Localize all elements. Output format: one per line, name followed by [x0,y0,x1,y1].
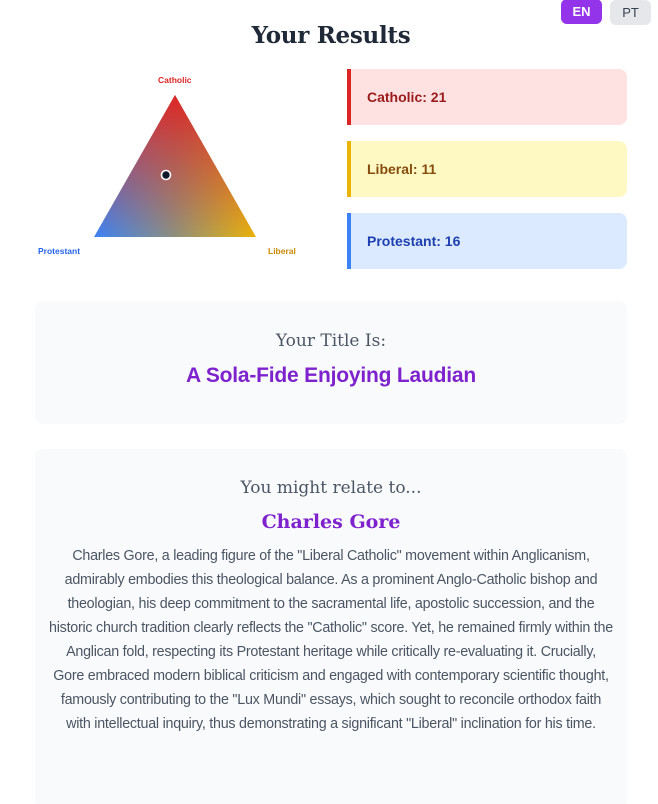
title-panel [35,301,627,424]
language-en-button[interactable]: EN [561,0,602,24]
title-value: A Sola-Fide Enjoying Laudian [186,364,476,387]
axis-label-protestant: Protestant [38,246,81,256]
relate-figure-name: Charles Gore [261,511,401,533]
axis-label-liberal: Liberal [268,246,296,256]
score-list [347,69,627,285]
axis-label-catholic: Catholic [158,75,192,85]
ternary-triangle [30,70,310,270]
score-card-protestant: Protestant: 16 [347,213,627,269]
page-title: Your Results [251,22,411,49]
language-pt-button[interactable]: PT [610,0,651,25]
result-point-marker [162,171,171,180]
relate-label: You might relate to... [240,478,422,498]
score-card-liberal: Liberal: 11 [347,141,627,197]
ternary-chart [30,70,310,270]
relate-panel [35,449,627,804]
title-label: Your Title Is: [275,331,387,351]
relate-description: Charles Gore, a leading figure of the "Liberal Catholic" movement within Anglicanism, admirably embodies this theological balance. As a prominent Anglo-Catholic bishop and theologian, his deep commitment to the sacramental life, apostolic succession, and the historic church tradition clearly reflects the "Catholic" score. Yet, he remained firmly within the Anglican fold, respecting its Protestant heritage while critically re-evaluating it. Crucially, Gore embraced modern biblical criticism and engaged with contemporary scientific thought, famously contributing to the "Lux Mundi" essays, which sought to reconcile orthodox faith with intellectual inquiry, thus demonstrating a significant "Liberal" inclination for his time. [49,548,613,732]
score-card-catholic: Catholic: 21 [347,69,627,125]
